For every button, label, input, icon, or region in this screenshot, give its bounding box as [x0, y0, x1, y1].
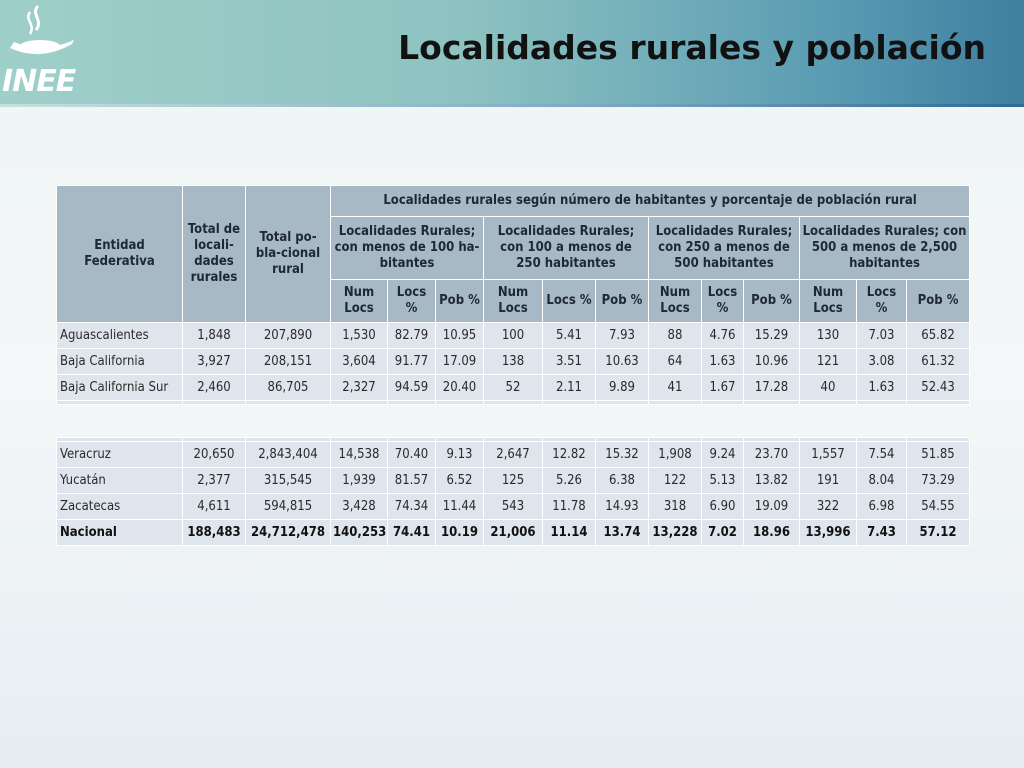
slide-header: [0, 0, 1024, 104]
table-cell: 7.43: [857, 520, 907, 546]
table-cell: 14.93: [596, 494, 649, 520]
table-cell: 138: [484, 349, 543, 375]
table-cell: 2,377: [183, 468, 246, 494]
table-cell: 14,538: [331, 442, 388, 468]
header-group-1: Localidades Rurales; con menos de 100 ha-bitantes: [331, 217, 484, 279]
table-cell: 17.28: [744, 375, 800, 401]
table-cell: 318: [649, 494, 702, 520]
logo: [0, 0, 90, 104]
table-cell: 4,611: [183, 494, 246, 520]
table-cell: [57, 401, 183, 405]
table-cell: [800, 401, 857, 405]
table-cell: 52: [484, 375, 543, 401]
subheader-num-locs: Num Locs: [484, 279, 543, 322]
table-cell: 7.93: [596, 323, 649, 349]
table-cell: 122: [649, 468, 702, 494]
table-cell: 1,908: [649, 442, 702, 468]
table-cell: 2.11: [543, 375, 596, 401]
table-cell: 3.51: [543, 349, 596, 375]
table-cell-entidad: Baja California Sur: [57, 375, 183, 401]
table-cell: 188,483: [183, 520, 246, 546]
table-cell-entidad: Baja California: [57, 349, 183, 375]
table-cell: 65.82: [907, 323, 970, 349]
table-cell: 100: [484, 323, 543, 349]
table-cell: 6.52: [436, 468, 484, 494]
header-group-2: Localidades Rurales; con 100 a menos de 250 habitantes: [484, 217, 649, 279]
table-body-top: [57, 323, 970, 405]
table-cell: 81.57: [388, 468, 436, 494]
table-cell: 51.85: [907, 442, 970, 468]
table-cell: [183, 401, 246, 405]
table-cell: 10.96: [744, 349, 800, 375]
table-cell: 1,530: [331, 323, 388, 349]
subheader-locs-pct: Locs %: [543, 279, 596, 322]
table-cell: 121: [800, 349, 857, 375]
table-cell-entidad: Veracruz: [57, 442, 183, 468]
table-cell: 315,545: [246, 468, 331, 494]
table-cell: 3.08: [857, 349, 907, 375]
table-cell: 86,705: [246, 375, 331, 401]
table-cell: 2,843,404: [246, 442, 331, 468]
table-cell: 207,890: [246, 323, 331, 349]
table-cell: 130: [800, 323, 857, 349]
table-cell-entidad: Zacatecas: [57, 494, 183, 520]
data-table-bottom: [56, 437, 970, 546]
table-cell: [436, 401, 484, 405]
table-cell: 40: [800, 375, 857, 401]
table-cell: 10.63: [596, 349, 649, 375]
table-cell: 11.44: [436, 494, 484, 520]
table-cell: 20,650: [183, 442, 246, 468]
table-cell: 18.96: [744, 520, 800, 546]
table-cell: 15.32: [596, 442, 649, 468]
table-cell: 10.19: [436, 520, 484, 546]
table-cell: 19.09: [744, 494, 800, 520]
table-cell: 6.38: [596, 468, 649, 494]
table-cell: 73.29: [907, 468, 970, 494]
subheader-pob-pct: Pob %: [907, 279, 970, 322]
table-cell: 57.12: [907, 520, 970, 546]
subheader-locs-pct: Locs %: [388, 279, 436, 322]
table-cell: [596, 401, 649, 405]
table-cell: 21,006: [484, 520, 543, 546]
header-group-4: Localidades Rurales; con 500 a menos de 2,500 habitantes: [800, 217, 970, 279]
table-cell: 54.55: [907, 494, 970, 520]
table-cell: 64: [649, 349, 702, 375]
table-cell: [857, 401, 907, 405]
logo-text: INEE: [2, 64, 76, 99]
table-cell-entidad: Nacional: [57, 520, 183, 546]
table-row: [57, 468, 970, 494]
table-cell: 2,460: [183, 375, 246, 401]
subheader-num-locs: Num Locs: [649, 279, 702, 322]
table-cell: 15.29: [744, 323, 800, 349]
header-entidad: Entidad Federativa: [57, 186, 183, 323]
table-cell: 1.67: [702, 375, 744, 401]
subheader-num-locs: Num Locs: [800, 279, 857, 322]
table-cell: 5.13: [702, 468, 744, 494]
table-cell: 7.03: [857, 323, 907, 349]
table-cell: 94.59: [388, 375, 436, 401]
table-cell: 5.26: [543, 468, 596, 494]
table-cell: 82.79: [388, 323, 436, 349]
subheader-num-locs: Num Locs: [331, 279, 388, 322]
table-body-bottom: [57, 438, 970, 546]
table-row: [57, 494, 970, 520]
table-cell: [907, 401, 970, 405]
table-cell: 543: [484, 494, 543, 520]
table-cell: 9.13: [436, 442, 484, 468]
data-table-top: [56, 185, 970, 405]
table-row-total: [57, 520, 970, 546]
table-cell: [246, 401, 331, 405]
table-cell: 23.70: [744, 442, 800, 468]
table-cell: 7.54: [857, 442, 907, 468]
table-cell: 20.40: [436, 375, 484, 401]
table-cell: 1.63: [857, 375, 907, 401]
table-cell: 41: [649, 375, 702, 401]
table-cell: 3,604: [331, 349, 388, 375]
table-row: [57, 349, 970, 375]
table-cell: 208,151: [246, 349, 331, 375]
table-cell: 13.74: [596, 520, 649, 546]
table-cell: 11.14: [543, 520, 596, 546]
table-cell: 11.78: [543, 494, 596, 520]
table-cell: 70.40: [388, 442, 436, 468]
table-cell: 13.82: [744, 468, 800, 494]
table-cell: 7.02: [702, 520, 744, 546]
table-cell: 12.82: [543, 442, 596, 468]
table-cell: 3,927: [183, 349, 246, 375]
subheader-locs-pct: Locs %: [702, 279, 744, 322]
table-cell: 1,848: [183, 323, 246, 349]
table-cell: 6.98: [857, 494, 907, 520]
header-group-3: Localidades Rurales; con 250 a menos de 500 habitantes: [649, 217, 800, 279]
table-row: [57, 442, 970, 468]
table-cell: 191: [800, 468, 857, 494]
table-cell: 594,815: [246, 494, 331, 520]
table-cell: 9.24: [702, 442, 744, 468]
table-cell: 140,253: [331, 520, 388, 546]
table-cell: 322: [800, 494, 857, 520]
table-cell: 88: [649, 323, 702, 349]
header-group-title: Localidades rurales según número de habitantes y porcentaje de población rural: [331, 186, 970, 217]
table-cell: 1.63: [702, 349, 744, 375]
table-cell-entidad: Aguascalientes: [57, 323, 183, 349]
table-cell: 6.90: [702, 494, 744, 520]
table-cell: 74.41: [388, 520, 436, 546]
table-cell: 1,939: [331, 468, 388, 494]
table-cell: 125: [484, 468, 543, 494]
table-cell: 4.76: [702, 323, 744, 349]
table-cell: 9.89: [596, 375, 649, 401]
header-total-localidades: Total de locali-dades rurales: [183, 186, 246, 323]
table-cell: 13,228: [649, 520, 702, 546]
table-cell: [702, 401, 744, 405]
table-cell: [543, 401, 596, 405]
page-title: Localidades rurales y población: [398, 28, 986, 67]
table-cell: 91.77: [388, 349, 436, 375]
table-cell: [744, 401, 800, 405]
table-cell: 24,712,478: [246, 520, 331, 546]
table-cell: [484, 401, 543, 405]
table-cell: 17.09: [436, 349, 484, 375]
table-cell: 13,996: [800, 520, 857, 546]
table-cell: 52.43: [907, 375, 970, 401]
table-cell: 3,428: [331, 494, 388, 520]
table-cell: 61.32: [907, 349, 970, 375]
table-row: [57, 375, 970, 401]
table-row: [57, 323, 970, 349]
table-cell: 2,647: [484, 442, 543, 468]
subheader-pob-pct: Pob %: [596, 279, 649, 322]
header-total-poblacion: Total po-bla-cional rural: [246, 186, 331, 323]
table-cell: [649, 401, 702, 405]
table-row-cut: [57, 401, 970, 405]
subheader-pob-pct: Pob %: [744, 279, 800, 322]
table-cell: 74.34: [388, 494, 436, 520]
table-cell: 2,327: [331, 375, 388, 401]
table-cell-entidad: Yucatán: [57, 468, 183, 494]
header-divider: [0, 104, 1024, 107]
table-cell: 5.41: [543, 323, 596, 349]
table-cell: [331, 401, 388, 405]
table-cell: 10.95: [436, 323, 484, 349]
table-cell: 1,557: [800, 442, 857, 468]
table-cell: [388, 401, 436, 405]
table-cell: 8.04: [857, 468, 907, 494]
subheader-locs-pct: Locs %: [857, 279, 907, 322]
subheader-pob-pct: Pob %: [436, 279, 484, 322]
